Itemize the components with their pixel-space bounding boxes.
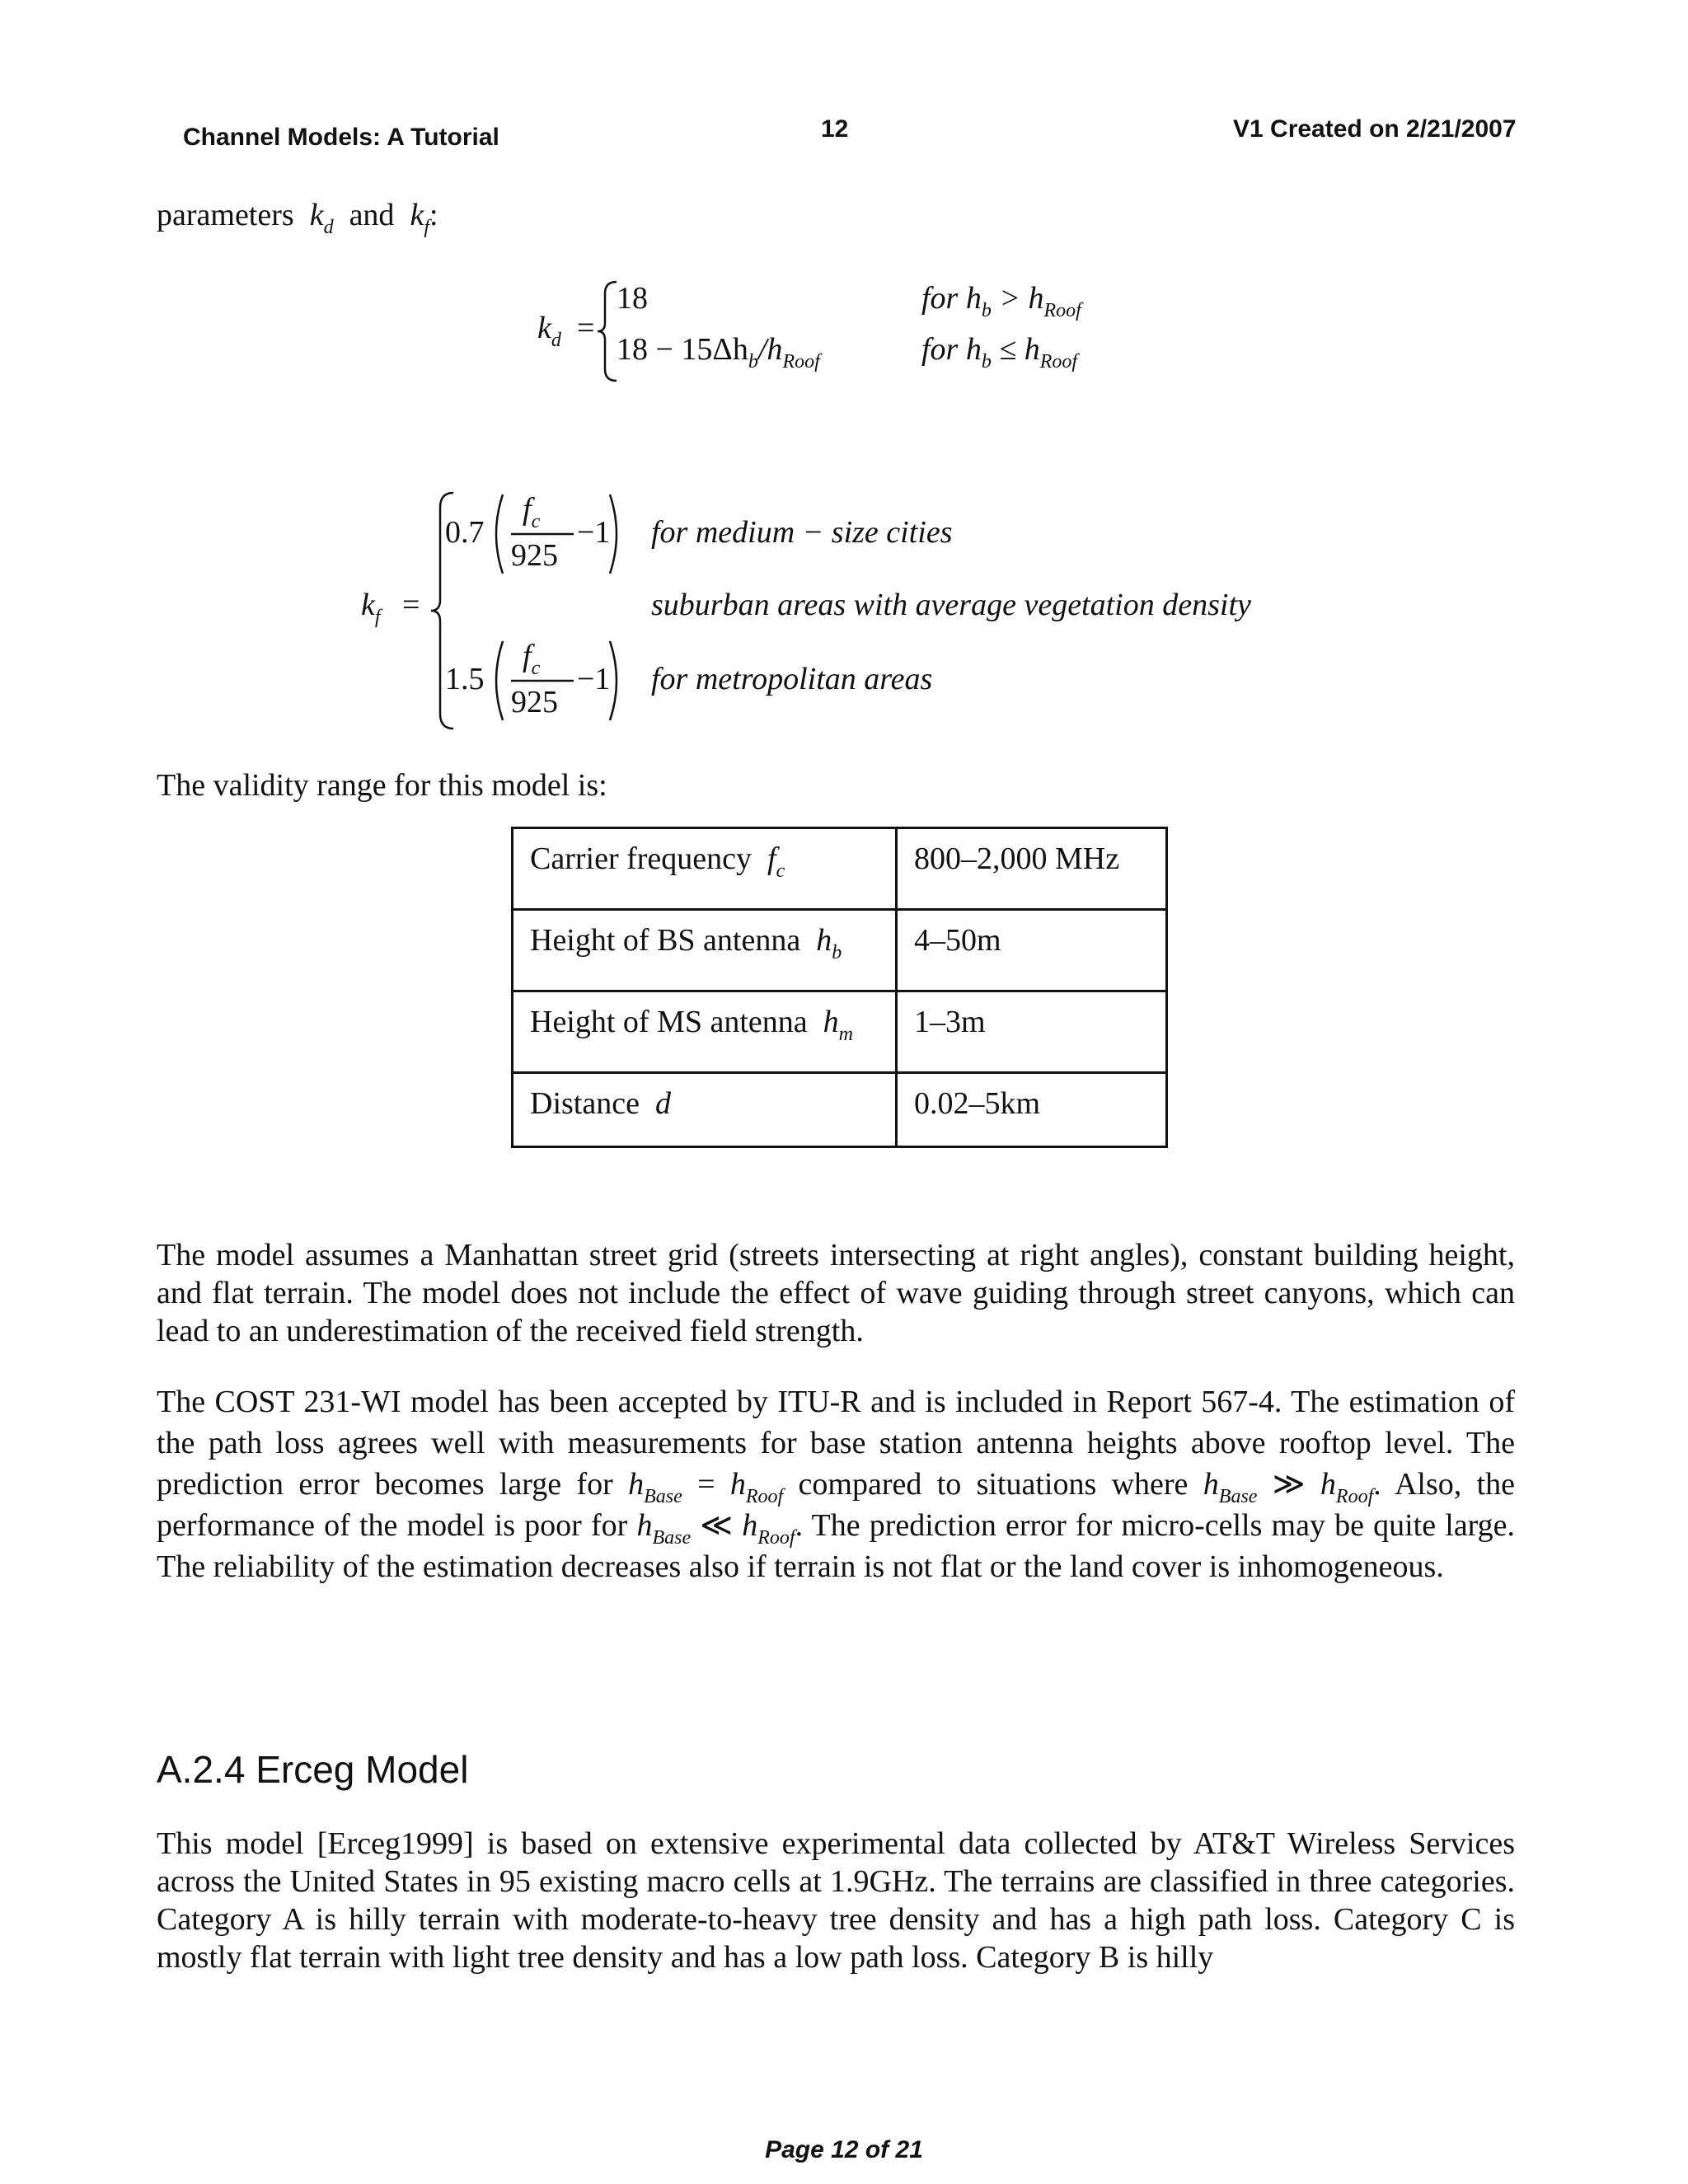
kf-symbol: $k_f$ (410, 198, 429, 238)
table-cell-param: Carrier frequency $f_c$ (513, 828, 897, 910)
validity-intro: The validity range for this model is: (157, 768, 607, 803)
table-cell-param: Height of MS antenna $h_m$ (513, 991, 897, 1073)
paragraph-manhattan: The model assumes a Manhattan street grid (streets intersecting at right angles), constant building height, and flat terrain. The model does not include the effect of wave guiding through street canyons, which can lead to an underestimation of the received field strength. (157, 1238, 1515, 1348)
kf-equals: = (402, 588, 420, 622)
header-title: Channel Models: A Tutorial (183, 124, 499, 151)
kf-case3-minus-one: −1 (577, 662, 611, 696)
kd-case1-value: 18 (617, 281, 648, 316)
header-page-number: 12 (821, 115, 849, 143)
kd-symbol: $k_d$ (309, 198, 334, 238)
paragraph-cost231: The COST 231-WI model has been accepted by ITU-R and is included in Report 567-4. The estimation of the path loss agrees well with measurements for base station antenna heights above rooftop level. The prediction error becomes large for $h_{Base} = h_{Roof}$ compared to situations where $h_{Base}$ ≫ $h_{Roof}$. Also, the performance of the model is poor for $h_{Base}$ ≪ $h_{Roof}$. The prediction error for micro-cells may be quite large. The reliability of the estimation decreases also if terrain is not flat or the land cover is inhomogeneous. (157, 1385, 1516, 1584)
kf-case1-minus-one: −1 (577, 515, 611, 550)
kd-case2-condition: for $h_b \le h_{Roof}$ (921, 332, 1078, 373)
table-cell-value: 0.02–5km (897, 1073, 1167, 1147)
kd-case1-condition: for $h_b > h_{Roof}$ (921, 281, 1081, 321)
footer-page-indicator: Page 12 of 21 (765, 2136, 923, 2163)
kf-case1-coef: 0.7 (445, 515, 485, 550)
table-cell-value: 1–3m (897, 991, 1167, 1073)
kf-lhs: $k_f$ (361, 588, 381, 628)
table-cell-param: Height of BS antenna $h_b$ (513, 910, 897, 991)
validity-table (511, 827, 1168, 1148)
kf-case2-condition: suburban areas with average vegetation density (651, 588, 1251, 622)
table-cell-value: 800–2,000 MHz (897, 828, 1167, 910)
table-row (513, 828, 1167, 910)
kf-case1-condition: for medium − size cities (651, 515, 953, 550)
kf-case3-coef: 1.5 (445, 662, 485, 696)
kf-case3-condition: for metropolitan areas (651, 662, 933, 696)
kf-case1-numerator: $f_c$ (523, 492, 541, 532)
header-version: V1 Created on 2/21/2007 (1233, 115, 1517, 143)
table-row (513, 991, 1167, 1073)
table-row (513, 910, 1167, 991)
table-cell-value: 4–50m (897, 910, 1167, 991)
kf-case1-denominator: 925 (511, 538, 558, 573)
table-cell-param: Distance d (513, 1073, 897, 1147)
section-heading: A.2.4 Erceg Model (157, 1748, 469, 1791)
kf-case1-fraction (486, 491, 635, 577)
kf-case3-numerator: $f_c$ (523, 639, 541, 679)
kd-equals: = (577, 311, 595, 345)
intro-line: parameters $k_d$ and $k_f$: (157, 198, 438, 238)
paragraph-erceg: This model [Erceg1999] is based on extensive experimental data collected by AT&T Wireless Services across the United States in 95 existing macro cells at 1.9GHz. The terrains are classified in three categories. Category A is hilly terrain with moderate-to-heavy tree density and has a high path loss. Category C is mostly flat terrain with light tree density and has a low path loss. Category B is hilly (157, 1826, 1515, 1975)
kf-case3-denominator: 925 (511, 685, 558, 719)
kd-lhs: $k_d$ (537, 311, 561, 351)
table-row (513, 1073, 1167, 1147)
kf-case3-fraction (486, 638, 635, 724)
kd-case2-value: $18 - 15\Delta h_b/h_{Roof}$ (617, 332, 820, 373)
